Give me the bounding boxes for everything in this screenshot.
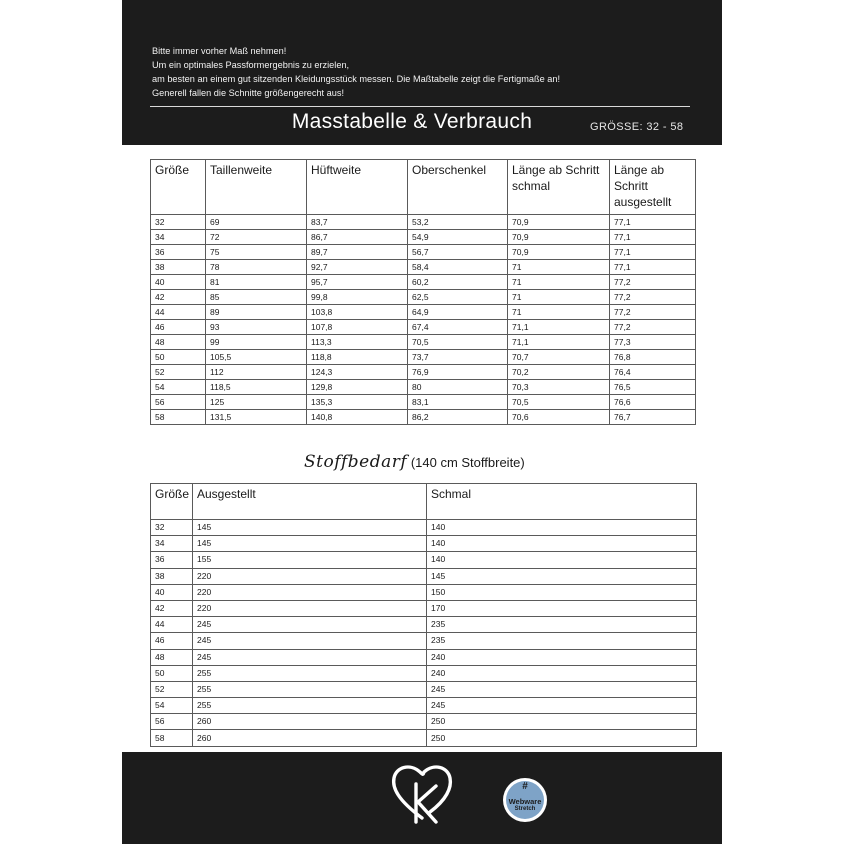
column-header: Länge ab Schritt schmal xyxy=(508,160,610,215)
table-cell: 92,7 xyxy=(307,260,408,275)
table-cell: 71 xyxy=(508,260,610,275)
table-cell: 76,4 xyxy=(610,365,696,380)
table-cell: 245 xyxy=(427,698,697,714)
table-cell: 54 xyxy=(151,698,193,714)
header-divider xyxy=(150,106,690,107)
table-row xyxy=(151,698,697,714)
column-header: Größe xyxy=(151,484,193,520)
table-cell: 220 xyxy=(193,584,427,600)
table-cell: 70,6 xyxy=(508,410,610,425)
table-cell: 145 xyxy=(427,568,697,584)
table-cell: 85 xyxy=(206,290,307,305)
table-cell: 93 xyxy=(206,320,307,335)
table-cell: 34 xyxy=(151,230,206,245)
table-cell: 71 xyxy=(508,275,610,290)
table-cell: 56 xyxy=(151,714,193,730)
table-cell: 40 xyxy=(151,584,193,600)
table-cell: 83,1 xyxy=(408,395,508,410)
table-cell: 140,8 xyxy=(307,410,408,425)
table-row xyxy=(151,568,697,584)
footer-panel xyxy=(122,752,722,844)
table-cell: 54 xyxy=(151,380,206,395)
table-cell: 70,9 xyxy=(508,245,610,260)
table-cell: 71 xyxy=(508,290,610,305)
table-row xyxy=(151,290,696,305)
table-row xyxy=(151,730,697,746)
table-cell: 32 xyxy=(151,520,193,536)
table-cell: 60,2 xyxy=(408,275,508,290)
column-header: Oberschenkel xyxy=(408,160,508,215)
table-cell: 77,1 xyxy=(610,215,696,230)
table-cell: 75 xyxy=(206,245,307,260)
table-cell: 73,7 xyxy=(408,350,508,365)
table-cell: 245 xyxy=(193,633,427,649)
table-cell: 112 xyxy=(206,365,307,380)
table-cell: 250 xyxy=(427,730,697,746)
table-cell: 64,9 xyxy=(408,305,508,320)
table-cell: 76,9 xyxy=(408,365,508,380)
heart-k-logo-icon xyxy=(390,760,454,826)
table-cell: 53,2 xyxy=(408,215,508,230)
size-chart-page xyxy=(122,0,722,844)
table-cell: 76,5 xyxy=(610,380,696,395)
table-cell: 235 xyxy=(427,633,697,649)
table-cell: 70,5 xyxy=(508,395,610,410)
table-cell: 62,5 xyxy=(408,290,508,305)
column-header: Ausgestellt xyxy=(193,484,427,520)
table-cell: 70,2 xyxy=(508,365,610,380)
table-cell: 89 xyxy=(206,305,307,320)
table-row xyxy=(151,552,697,568)
table-cell: 76,8 xyxy=(610,350,696,365)
table-cell: 56,7 xyxy=(408,245,508,260)
table-cell: 118,8 xyxy=(307,350,408,365)
table-cell: 105,5 xyxy=(206,350,307,365)
table-cell: 42 xyxy=(151,290,206,305)
table-cell: 71 xyxy=(508,305,610,320)
table-cell: 103,8 xyxy=(307,305,408,320)
table-cell: 71,1 xyxy=(508,320,610,335)
table-cell: 95,7 xyxy=(307,275,408,290)
table-row xyxy=(151,520,697,536)
table-cell: 170 xyxy=(427,600,697,616)
table-cell: 145 xyxy=(193,520,427,536)
table-row xyxy=(151,260,696,275)
column-header: Größe xyxy=(151,160,206,215)
table-cell: 58 xyxy=(151,410,206,425)
webware-stretch-badge xyxy=(503,778,547,822)
badge-label-webware: Webware xyxy=(508,797,542,806)
table-cell: 46 xyxy=(151,633,193,649)
table-cell: 124,3 xyxy=(307,365,408,380)
table-row xyxy=(151,230,696,245)
table-cell: 70,7 xyxy=(508,350,610,365)
table-row xyxy=(151,245,696,260)
table-cell: 131,5 xyxy=(206,410,307,425)
table-cell: 70,3 xyxy=(508,380,610,395)
table-cell: 36 xyxy=(151,245,206,260)
table-cell: 99,8 xyxy=(307,290,408,305)
table-row xyxy=(151,536,697,552)
table-cell: 44 xyxy=(151,305,206,320)
table-cell: 58,4 xyxy=(408,260,508,275)
table-cell: 260 xyxy=(193,714,427,730)
table-cell: 71,1 xyxy=(508,335,610,350)
intro-line: Generell fallen die Schnitte größengerecht aus! xyxy=(152,88,345,98)
table-cell: 107,8 xyxy=(307,320,408,335)
table-cell: 250 xyxy=(427,714,697,730)
table-row xyxy=(151,714,697,730)
intro-text xyxy=(152,44,712,100)
table-row xyxy=(151,617,697,633)
table-row xyxy=(151,395,696,410)
table-cell: 32 xyxy=(151,215,206,230)
table-cell: 69 xyxy=(206,215,307,230)
table-row xyxy=(151,633,697,649)
page-title: Masstabelle & Verbrauch xyxy=(291,110,533,133)
table-cell: 245 xyxy=(427,681,697,697)
fabric-heading xyxy=(304,452,525,472)
fabric-table-header xyxy=(151,484,697,520)
table-cell: 78 xyxy=(206,260,307,275)
table-row xyxy=(151,350,696,365)
table-cell: 255 xyxy=(193,665,427,681)
table-cell: 77,1 xyxy=(610,245,696,260)
table-cell: 235 xyxy=(427,617,697,633)
header-panel xyxy=(122,0,722,145)
intro-line: Um ein optimales Passformergebnis zu erzielen, xyxy=(152,60,350,70)
table-cell: 38 xyxy=(151,568,193,584)
table-cell: 145 xyxy=(193,536,427,552)
table-cell: 118,5 xyxy=(206,380,307,395)
table-cell: 34 xyxy=(151,536,193,552)
table-cell: 70,5 xyxy=(408,335,508,350)
table-row xyxy=(151,649,697,665)
table-row xyxy=(151,275,696,290)
table-cell: 58 xyxy=(151,730,193,746)
table-cell: 155 xyxy=(193,552,427,568)
table-cell: 77,1 xyxy=(610,260,696,275)
table-row xyxy=(151,584,697,600)
table-cell: 140 xyxy=(427,520,697,536)
table-cell: 44 xyxy=(151,617,193,633)
table-cell: 255 xyxy=(193,698,427,714)
badge-label-stretch: Stretch xyxy=(514,806,536,812)
table-row xyxy=(151,600,697,616)
table-row xyxy=(151,380,696,395)
table-row xyxy=(151,365,696,380)
table-row xyxy=(151,215,696,230)
table-cell: 76,7 xyxy=(610,410,696,425)
table-row xyxy=(151,335,696,350)
table-cell: 113,3 xyxy=(307,335,408,350)
table-cell: 36 xyxy=(151,552,193,568)
table-cell: 129,8 xyxy=(307,380,408,395)
fabric-heading-script: Stoffbedarf xyxy=(304,452,408,472)
table-cell: 220 xyxy=(193,568,427,584)
table-cell: 77,2 xyxy=(610,275,696,290)
measurement-table-header xyxy=(151,160,696,215)
table-cell: 245 xyxy=(193,649,427,665)
table-cell: 50 xyxy=(151,665,193,681)
table-cell: 76,6 xyxy=(610,395,696,410)
size-range-label: GRÖSSE: 32 - 58 xyxy=(590,121,684,133)
table-cell: 48 xyxy=(151,335,206,350)
table-cell: 125 xyxy=(206,395,307,410)
table-cell: 54,9 xyxy=(408,230,508,245)
measurement-table xyxy=(150,159,696,425)
table-cell: 77,3 xyxy=(610,335,696,350)
table-cell: 135,3 xyxy=(307,395,408,410)
table-cell: 99 xyxy=(206,335,307,350)
table-cell: 38 xyxy=(151,260,206,275)
table-cell: 52 xyxy=(151,365,206,380)
intro-line: am besten an einem gut sitzenden Kleidungsstück messen. Die Maßtabelle zeigt die Fertigmaße an! xyxy=(152,74,561,84)
table-cell: 77,1 xyxy=(610,230,696,245)
table-cell: 77,2 xyxy=(610,320,696,335)
column-header: Hüftweite xyxy=(307,160,408,215)
column-header: Länge ab Schritt ausgestellt xyxy=(610,160,696,215)
table-cell: 77,2 xyxy=(610,290,696,305)
table-cell: 86,2 xyxy=(408,410,508,425)
table-cell: 81 xyxy=(206,275,307,290)
table-cell: 48 xyxy=(151,649,193,665)
table-cell: 50 xyxy=(151,350,206,365)
table-cell: 240 xyxy=(427,649,697,665)
intro-line: Bitte immer vorher Maß nehmen! xyxy=(152,46,287,56)
table-cell: 42 xyxy=(151,600,193,616)
table-cell: 150 xyxy=(427,584,697,600)
table-cell: 80 xyxy=(408,380,508,395)
table-row xyxy=(151,410,696,425)
table-cell: 240 xyxy=(427,665,697,681)
table-cell: 89,7 xyxy=(307,245,408,260)
table-cell: 260 xyxy=(193,730,427,746)
table-cell: 46 xyxy=(151,320,206,335)
fabric-table xyxy=(150,483,697,747)
table-cell: 83,7 xyxy=(307,215,408,230)
table-row xyxy=(151,681,697,697)
table-row xyxy=(151,665,697,681)
column-header: Taillenweite xyxy=(206,160,307,215)
table-cell: 86,7 xyxy=(307,230,408,245)
table-cell: 77,2 xyxy=(610,305,696,320)
table-cell: 52 xyxy=(151,681,193,697)
table-cell: 140 xyxy=(427,536,697,552)
table-cell: 67,4 xyxy=(408,320,508,335)
table-cell: 70,9 xyxy=(508,215,610,230)
fabric-heading-note: (140 cm Stoffbreite) xyxy=(410,455,525,470)
column-header: Schmal xyxy=(427,484,697,520)
table-cell: 56 xyxy=(151,395,206,410)
badge-hash-icon: # xyxy=(522,781,528,792)
table-cell: 245 xyxy=(193,617,427,633)
table-cell: 255 xyxy=(193,681,427,697)
table-cell: 40 xyxy=(151,275,206,290)
table-cell: 70,9 xyxy=(508,230,610,245)
table-cell: 140 xyxy=(427,552,697,568)
table-row xyxy=(151,305,696,320)
table-cell: 72 xyxy=(206,230,307,245)
table-cell: 220 xyxy=(193,600,427,616)
table-row xyxy=(151,320,696,335)
